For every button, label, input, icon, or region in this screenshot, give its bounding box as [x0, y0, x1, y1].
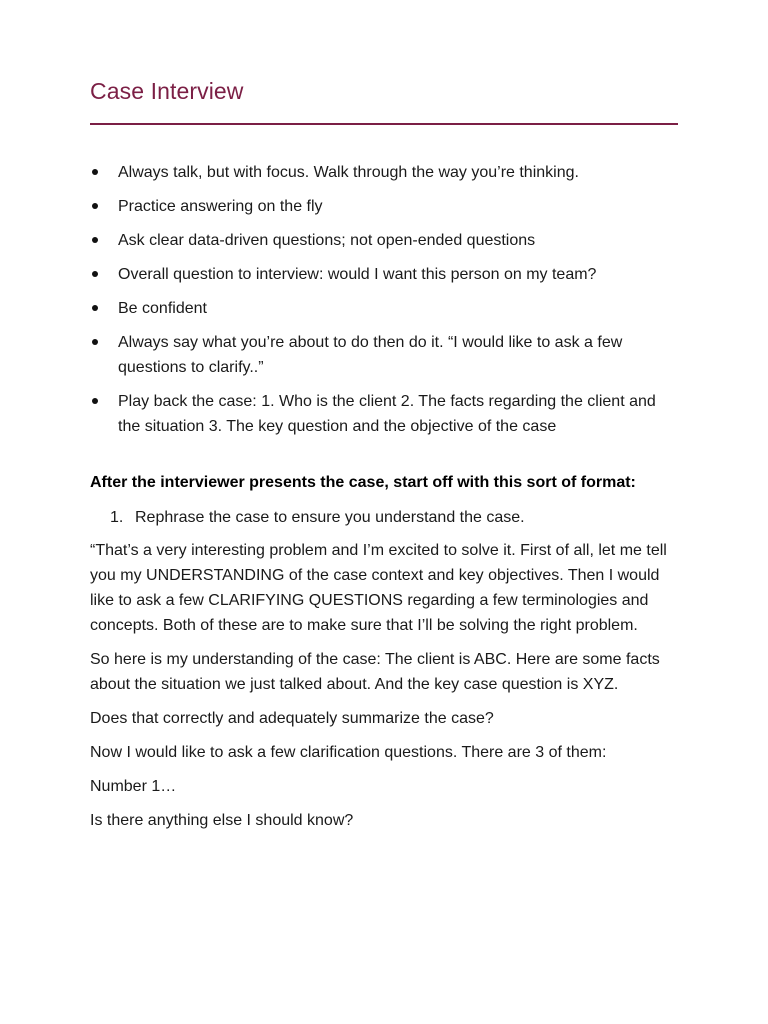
- list-item: [90, 262, 680, 287]
- list-item-text: Overall question to interview: would I want this person on my team?: [118, 266, 597, 283]
- tips-list: [90, 160, 680, 448]
- list-item-text: Ask clear data-driven questions; not open-ended questions: [118, 232, 536, 249]
- step-text: Rephrase the case to ensure you understand the case.: [135, 509, 525, 526]
- list-item-text: Practice answering on the fly: [118, 198, 323, 215]
- script-body: [90, 538, 680, 842]
- paragraph: Number 1…: [90, 778, 177, 795]
- list-item: [90, 228, 680, 253]
- list-item: [90, 160, 680, 185]
- paragraph: Is there anything else I should know?: [90, 812, 354, 829]
- list-item: [90, 330, 680, 380]
- bullet-icon: [92, 203, 98, 209]
- bullet-icon: [92, 305, 98, 311]
- list-item-text: Play back the case: 1. Who is the client 2. The facts regarding the client and the situation 3. The key question and the objective of the case: [118, 393, 656, 435]
- list-item-text: Always talk, but with focus. Walk through the way you’re thinking.: [118, 164, 579, 181]
- step-item: [90, 505, 525, 530]
- list-item: [90, 296, 680, 321]
- list-item: [90, 389, 680, 439]
- title-divider: [90, 123, 678, 125]
- list-item: [90, 194, 680, 219]
- paragraph: So here is my understanding of the case: The client is ABC. Here are some facts about the situation we just talked about. And the key case question is XYZ.: [90, 651, 660, 693]
- steps-list: [90, 505, 525, 530]
- paragraph: Does that correctly and adequately summarize the case?: [90, 710, 494, 727]
- bullet-icon: [92, 271, 98, 277]
- paragraph: “That’s a very interesting problem and I’m excited to solve it. First of all, let me tell you my UNDERSTANDING of the case context and key objectives. Then I would like to ask a few CLARIFYING QUESTIONS regarding a few terminologies and concepts. Both of these are to make sure that I’ll be solving the right problem.: [90, 542, 667, 634]
- paragraph: Now I would like to ask a few clarification questions. There are 3 of them:: [90, 744, 607, 761]
- bullet-icon: [92, 169, 98, 175]
- format-lead-in: After the interviewer presents the case, start off with this sort of format:: [90, 474, 636, 491]
- list-item-text: Always say what you’re about to do then do it. “I would like to ask a few questions to clarify..”: [118, 334, 623, 376]
- step-number: 1.: [110, 509, 124, 526]
- bullet-icon: [92, 237, 98, 243]
- page-title: Case Interview: [90, 78, 244, 104]
- list-item-text: Be confident: [118, 300, 207, 317]
- bullet-icon: [92, 339, 98, 345]
- bullet-icon: [92, 398, 98, 404]
